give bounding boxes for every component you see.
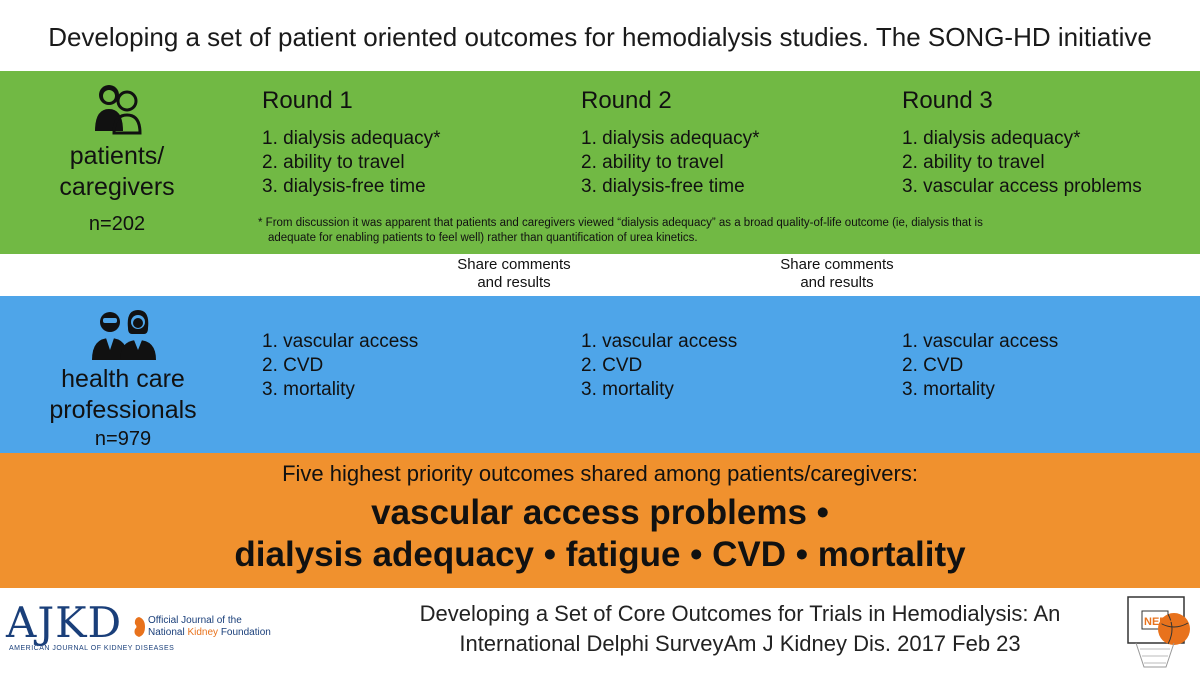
list-item: 2. CVD [581,355,643,376]
list-item: 1. vascular access [902,331,1059,352]
professionals-band [0,296,1200,453]
list-item: 1. dialysis adequacy* [902,128,1081,149]
patients-round-3 [902,87,1142,199]
nkf-text [148,615,328,639]
patients-label-line1: patients/ [69,142,165,170]
neph-text: NEPH [1144,616,1175,628]
share-comments-label [439,256,589,292]
outcome-list [902,127,1142,199]
outcome-list [262,127,441,199]
professionals-round-3 [902,330,1058,402]
nkf-foundation: Foundation [218,627,271,638]
professionals-round-1 [262,330,418,402]
footnote-line-2: adequate for enabling patients to feel well) rather than quantification of urea kinetics. [268,232,698,244]
round-title: Round 1 [262,87,353,114]
footnote [258,216,1078,246]
round-title: Round 3 [902,87,993,114]
share-line-1: Share comments [457,256,571,273]
patients-round-1 [262,87,441,199]
kidney-icon [132,616,146,638]
neph-basketball-logo [1122,593,1194,671]
footnote-line-1: * From discussion it was apparent that patients and caregivers viewed “dialysis adequacy” as a broad quality-of-life outcome (ie, dialysis that is [258,217,983,229]
share-line-2: and results [477,274,551,291]
list-item: 3. mortality [262,379,355,400]
list-item: 1. dialysis adequacy* [262,128,441,149]
nkf-national: National [148,627,188,638]
outcome-list [581,127,760,199]
doctors-icon [88,304,158,360]
outcome-list [262,330,418,402]
nkf-line-1: Official Journal of the [148,615,242,626]
list-item: 3. dialysis-free time [581,176,745,197]
list-item: 1. vascular access [262,331,419,352]
professionals-count: n=979 [94,428,152,450]
patients-label-line2: caregivers [59,173,175,201]
professionals-label-line1: health care [61,365,185,393]
list-item: 2. ability to travel [902,152,1045,173]
priority-outcomes-line-2: dialysis adequacy • fatigue • CVD • mortality [234,535,966,574]
ajkd-subtitle: AMERICAN JOURNAL OF KIDNEY DISEASES [9,645,175,652]
round-title: Round 2 [581,87,672,114]
outcome-list [902,330,1058,402]
list-item: 3. mortality [581,379,674,400]
list-item: 1. dialysis adequacy* [581,128,760,149]
list-item: 3. vascular access problems [902,176,1142,197]
patients-round-2 [581,87,760,199]
list-item: 1. vascular access [581,331,738,352]
list-item: 3. mortality [902,379,995,400]
nkf-kidney: Kidney [187,627,219,638]
share-line-2: and results [800,274,874,291]
list-item: 2. CVD [262,355,324,376]
list-item: 2. ability to travel [262,152,405,173]
list-item: 2. ability to travel [581,152,724,173]
share-line-1: Share comments [780,256,894,273]
priority-outcomes-line-1: vascular access problems • [371,493,829,532]
patients-group [52,79,182,236]
ajkd-logo [6,598,326,661]
patients-count: n=202 [88,213,146,235]
nkf-line-2 [148,627,328,639]
share-comments-label [762,256,912,292]
outcome-list [581,330,737,402]
professionals-label-line2: professionals [49,396,197,424]
citation-line-2: International Delphi SurveyAm J Kidney Dis. 2017 Feb 23 [459,631,1021,656]
slide-title: Developing a set of patient oriented outcomes for hemodialysis studies. The SONG-HD initiative [48,22,1152,52]
citation-line-1: Developing a Set of Core Outcomes for Trials in Hemodialysis: An [419,601,1061,626]
professionals-round-2 [581,330,737,402]
priority-heading: Five highest priority outcomes shared among patients/caregivers: [282,461,918,486]
citation [380,599,1100,659]
ajkd-wordmark: AJKD [6,598,123,647]
two-people-icon [87,79,147,135]
list-item: 2. CVD [902,355,964,376]
list-item: 3. dialysis-free time [262,176,426,197]
professionals-group [48,304,198,451]
